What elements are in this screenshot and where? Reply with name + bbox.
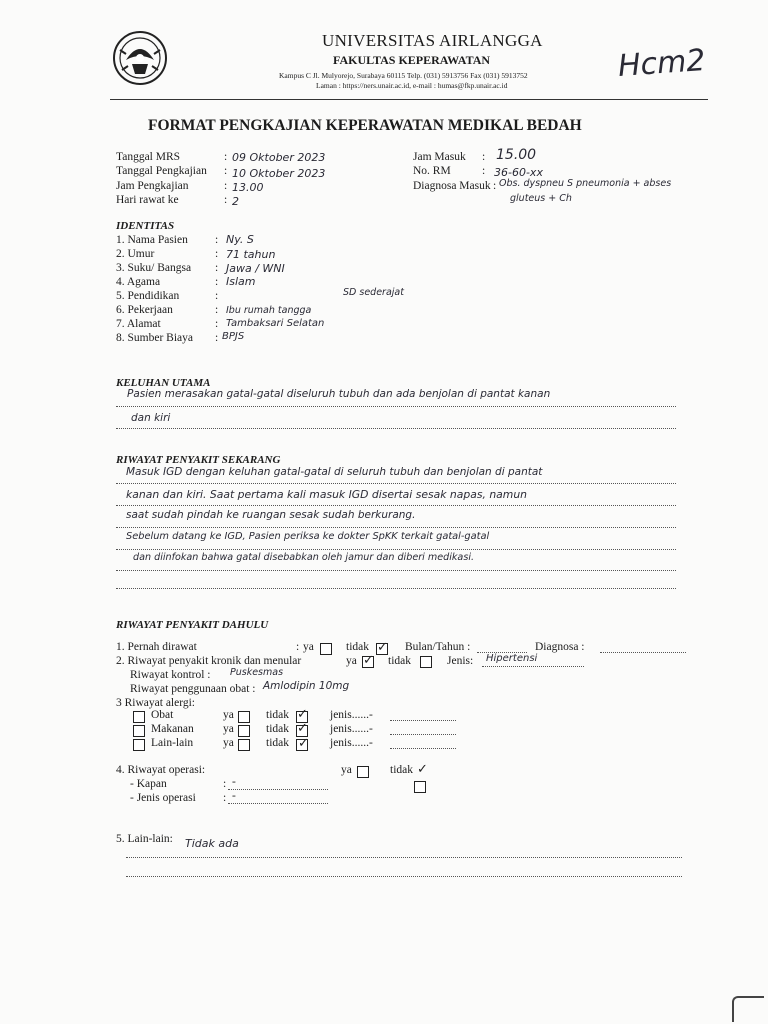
checkbox-alergi-lain-ya[interactable]: [238, 739, 250, 751]
label-diagnosa-masuk: Diagnosa Masuk: [413, 180, 491, 192]
lain-lain-dotted-1: [126, 857, 682, 858]
jenis-alergi-obat: jenis......-: [330, 709, 373, 721]
id-colon-sumber-biaya: :: [215, 332, 219, 344]
jenis-alergi-lain: jenis......-: [330, 737, 373, 749]
label-ya-operasi: ya: [341, 764, 352, 776]
id-label-pendidikan: 5. Pendidikan: [116, 290, 180, 302]
keluhan-utama-line-2: dan kiri: [131, 412, 171, 424]
bottom-right-mark: [732, 996, 764, 1022]
label-diagnosa: Diagnosa :: [535, 641, 585, 653]
id-label-alamat: 7. Alamat: [116, 318, 161, 330]
address-line: Kampus C Jl. Mulyorejo, Surabaya 60115 Telp. (031) 5913756 Fax (031) 5913752: [279, 71, 528, 80]
id-value-pekerjaan: Ibu rumah tangga: [226, 305, 312, 316]
riwayat-sekarang-line-4: Sebelum datang ke IGD, Pasien periksa ke dokter SpKK terkait gatal-gatal: [126, 531, 490, 542]
value-no-rm: 36-60-xx: [494, 166, 543, 179]
id-value-agama: Islam: [226, 275, 256, 288]
checkbox-alergi-obat[interactable]: [133, 711, 145, 723]
checkmark-icon: ✓: [297, 707, 308, 722]
value-diagnosa-masuk-2: gluteus + Ch: [510, 193, 572, 204]
id-label-umur: 2. Umur: [116, 248, 155, 260]
label-alergi-lain: Lain-lain: [151, 737, 194, 749]
label-tanggal-mrs: Tanggal MRS: [116, 151, 181, 163]
value-diagnosa-masuk-1: Obs. dyspneu S pneumonia + abses: [499, 178, 672, 189]
checkbox-operasi-tidak[interactable]: [414, 781, 426, 793]
checkbox-alergi-obat-ya[interactable]: [238, 711, 250, 723]
value-jam-pengkajian: 13.00: [232, 181, 264, 194]
label-ya-alergi-makanan: ya: [223, 723, 234, 735]
checkbox-kronik-tidak[interactable]: [420, 656, 432, 668]
id-label-pekerjaan: 6. Pekerjaan: [116, 304, 173, 316]
keluhan-dotted-line-1: [116, 406, 676, 407]
label-no-rm: No. RM: [413, 165, 451, 177]
label-ya-alergi-lain: ya: [223, 737, 234, 749]
sekarang-dotted-line-6: [116, 588, 676, 589]
id-value-umur: 71 tahun: [226, 248, 276, 261]
alergi-obat-dotted: [390, 720, 456, 721]
checkbox-pernah-dirawat-ya[interactable]: [320, 643, 332, 655]
value-jenis-penyakit: Hipertensi: [486, 653, 538, 664]
label-pernah-dirawat: 1. Pernah dirawat: [116, 641, 197, 653]
checkbox-operasi-ya[interactable]: [357, 766, 369, 778]
colon-4: :: [224, 194, 228, 206]
riwayat-sekarang-line-2: kanan dan kiri. Saat pertama kali masuk IGD disertai sesak napas, namun: [126, 488, 528, 501]
id-colon-pekerjaan: :: [215, 304, 219, 316]
keluhan-dotted-line-2: [116, 428, 676, 429]
label-riwayat-alergi: 3 Riwayat alergi:: [116, 697, 195, 709]
jenis-alergi-makanan: jenis......-: [330, 723, 373, 735]
sekarang-dotted-line-5: [116, 570, 676, 571]
label-tanggal-pengkajian: Tanggal Pengkajian: [116, 165, 207, 177]
kapan-dotted: [228, 789, 328, 790]
label-jam-pengkajian: Jam Pengkajian: [116, 180, 189, 192]
value-tanggal-pengkajian: 10 Oktober 2023: [232, 167, 326, 180]
header-signature: Hcm2: [616, 42, 707, 85]
sekarang-dotted-line-2: [116, 505, 676, 506]
id-colon-suku: :: [215, 262, 219, 274]
checkbox-alergi-makanan[interactable]: [133, 725, 145, 737]
colon-7: :: [493, 180, 497, 192]
alergi-lain-dotted: [390, 748, 456, 749]
label-jenis: Jenis:: [447, 655, 474, 667]
id-colon-alamat: :: [215, 318, 219, 330]
checkbox-alergi-makanan-ya[interactable]: [238, 725, 250, 737]
id-colon-umur: :: [215, 248, 219, 260]
checkmark-icon: ✓: [363, 653, 374, 668]
label-tidak-1: tidak: [346, 641, 369, 653]
id-colon-agama: :: [215, 276, 219, 288]
id-label-sumber-biaya: 8. Sumber Biaya: [116, 332, 193, 344]
jenis-dotted: [482, 666, 584, 667]
label-tidak-2: tidak: [388, 655, 411, 667]
label-tidak-operasi: tidak: [390, 764, 413, 776]
id-label-nama: 1. Nama Pasien: [116, 234, 188, 246]
label-bulan-tahun: Bulan/Tahun :: [405, 641, 471, 653]
id-value-sumber-biaya: BPJS: [222, 331, 245, 342]
label-penggunaan-obat: Riwayat penggunaan obat :: [130, 683, 256, 695]
colon-kapan: :: [223, 778, 227, 790]
label-lain-lain: 5. Lain-lain:: [116, 833, 173, 845]
label-jam-masuk: Jam Masuk: [413, 151, 466, 163]
colon-pernah-dirawat: :: [296, 641, 300, 653]
value-jenis-operasi: -: [232, 790, 236, 802]
id-label-agama: 4. Agama: [116, 276, 161, 288]
label-jenis-operasi: - Jenis operasi: [130, 792, 196, 804]
id-value-pendidikan: SD sederajat: [343, 287, 404, 298]
id-colon-pendidikan: :: [215, 290, 219, 302]
value-jam-masuk: 15.00: [496, 147, 537, 163]
value-penggunaan-obat: Amlodipin 10mg: [263, 680, 350, 692]
checkmark-icon: ✓: [298, 736, 309, 751]
label-ya-1: ya: [303, 641, 314, 653]
id-colon-nama: :: [215, 234, 219, 246]
colon-2: :: [224, 165, 228, 177]
colon-5: :: [482, 151, 486, 163]
alergi-makanan-dotted: [390, 734, 456, 735]
header-rule: [110, 99, 708, 100]
label-ya-alergi-obat: ya: [223, 709, 234, 721]
label-tidak-alergi-lain: tidak: [266, 737, 289, 749]
colon-jenis-operasi: :: [223, 792, 227, 804]
checkbox-alergi-lain[interactable]: [133, 739, 145, 751]
label-ya-2: ya: [346, 655, 357, 667]
jenis-operasi-dotted: [228, 803, 328, 804]
label-riwayat-operasi: 4. Riwayat operasi:: [116, 764, 206, 776]
riwayat-sekarang-line-5: dan diinfokan bahwa gatal disebabkan oleh jamur dan diberi medikasi.: [133, 552, 475, 563]
label-penyakit-kronik: 2. Riwayat penyakit kronik dan menular: [116, 655, 302, 667]
label-tidak-alergi-obat: tidak: [266, 709, 289, 721]
keluhan-utama-line-1: Pasien merasakan gatal-gatal diseluruh tubuh dan ada benjolan di pantat kanan: [127, 388, 551, 400]
label-alergi-makanan: Makanan: [151, 723, 194, 735]
riwayat-dahulu-heading: RIWAYAT PENYAKIT DAHULU: [116, 619, 269, 631]
id-value-suku: Jawa / WNI: [226, 262, 285, 275]
faculty-name: FAKULTAS KEPERAWATAN: [333, 53, 491, 67]
checkmark-icon: ✓: [377, 640, 388, 655]
sekarang-dotted-line-3: [116, 527, 676, 528]
riwayat-sekarang-line-3: saat sudah pindah ke ruangan sesak sudah berkurang.: [126, 509, 416, 521]
contact-line: Laman : https://ners.unair.ac.id, e-mail : humas@fkp.unair.ac.id: [316, 81, 508, 90]
sekarang-dotted-line-1: [116, 483, 676, 484]
sekarang-dotted-line-4: [116, 549, 676, 550]
form-title: FORMAT PENGKAJIAN KEPERAWATAN MEDIKAL BEDAH: [148, 117, 582, 134]
id-label-suku: 3. Suku/ Bangsa: [116, 262, 192, 274]
label-kapan: - Kapan: [130, 778, 167, 790]
value-riwayat-kontrol: Puskesmas: [230, 667, 284, 678]
university-logo: [112, 30, 168, 86]
label-hari-rawat: Hari rawat ke: [116, 194, 179, 206]
lain-lain-dotted-2: [126, 876, 682, 877]
colon-1: :: [224, 151, 228, 163]
diagnosa-dotted: [600, 652, 686, 653]
keluhan-utama-heading: KELUHAN UTAMA: [116, 377, 211, 389]
riwayat-sekarang-line-1: Masuk IGD dengan keluhan gatal-gatal di seluruh tubuh dan benjolan di pantat: [126, 466, 543, 478]
value-hari-rawat: 2: [232, 195, 239, 208]
id-value-nama: Ny. S: [226, 233, 254, 246]
label-alergi-obat: Obat: [151, 709, 174, 721]
id-value-alamat: Tambaksari Selatan: [226, 318, 325, 329]
colon-3: :: [224, 180, 228, 192]
label-tidak-alergi-makanan: tidak: [266, 723, 289, 735]
checkmark-icon: ✓: [297, 721, 308, 736]
value-lain-lain: Tidak ada: [185, 837, 239, 850]
riwayat-sekarang-heading: RIWAYAT PENYAKIT SEKARANG: [116, 454, 281, 466]
value-tanggal-mrs: 09 Oktober 2023: [232, 151, 326, 164]
checkmark-icon: ✓: [417, 762, 428, 777]
value-kapan: -: [232, 776, 236, 788]
colon-6: :: [482, 165, 486, 177]
label-riwayat-kontrol: Riwayat kontrol :: [130, 669, 211, 681]
identitas-heading: IDENTITAS: [116, 220, 175, 232]
university-name: UNIVERSITAS AIRLANGGA: [322, 31, 543, 50]
